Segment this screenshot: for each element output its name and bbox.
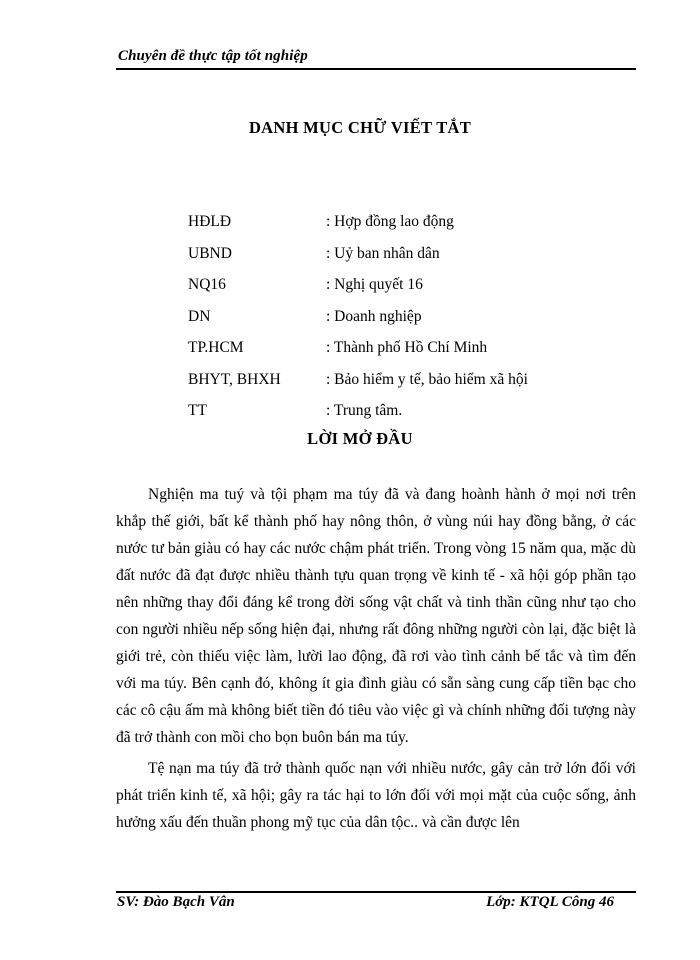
abbreviation-definition: : Doanh nghiệp [326,307,422,325]
abbreviations-list [188,212,608,433]
abbreviation-code: TP.HCM [188,339,244,356]
abbreviation-code: BHYT, BHXH [188,370,281,388]
abbreviation-row [188,275,608,307]
abbreviation-code: HĐLĐ [188,213,232,230]
abbreviation-row [188,338,608,370]
intro-body [116,481,636,840]
abbreviation-row [188,244,608,276]
abbreviation-definition: : Nghị quyết 16 [326,276,423,293]
abbreviation-row [188,212,608,244]
abbreviation-definition: : Trung tâm. [326,402,403,419]
abbreviation-code: NQ16 [188,276,226,293]
header-divider [116,68,636,70]
abbreviation-row [188,370,608,402]
abbreviation-code: TT [188,402,207,419]
abbreviations-title: DANH MỤC CHỮ VIẾT TẮT [248,118,472,137]
footer-student: SV: Đào Bạch Vân [117,894,235,910]
abbreviation-definition: : Uỷ ban nhân dân [326,244,440,262]
intro-title: LỜI MỞ ĐẦU [307,429,413,448]
abbreviation-code: UBND [188,244,232,262]
header-title: Chuyên đề thực tập tốt nghiệp [118,48,308,64]
footer-class: Lớp: KTQL Công 46 [486,894,614,910]
intro-paragraph: Nghiện ma tuý và tội phạm ma túy đã và đang hoành hành ở mọi nơi trên khắp thế giới, bất kể thành phố hay nông thôn, ở vùng núi hay đồng bằng, ở các nước tư bản giàu có hay các nước chậm phát triển. Trong vòng 15 năm qua, mặc dù đất nước đã đạt được nhiều thành tựu quan trọng về kinh tế - xã hội góp phần tạo nên những thay đổi đáng kể trong đời sống vật chất và tinh thần cũng như tạo cho con người nhiều nếp sống hiện đại, nhưng rất đông những người còn lại, đặc biệt là giới trẻ, còn thiếu việc làm, lười lao động, đã rơi vào tình cảnh bế tắc và tìm đến với ma túy. Bên cạnh đó, không ít gia đình giàu có sẵn sàng cung cấp tiền bạc cho các cô cậu ấm mà không biết tiền đó tiêu vào việc gì và chính những đối tượng này đã trở thành con mồi cho bọn buôn bán ma túy. [116,486,636,746]
footer-divider [116,891,636,893]
abbreviation-row [188,401,608,433]
abbreviation-row [188,307,608,339]
abbreviation-code: DN [188,307,211,325]
abbreviation-definition: : Bảo hiểm y tế, bảo hiểm xã hội [326,370,528,388]
abbreviation-definition: : Thành phố Hồ Chí Minh [326,339,488,356]
abbreviation-definition: : Hợp đồng lao động [326,213,454,230]
intro-paragraph: Tệ nạn ma túy đã trở thành quốc nạn với nhiều nước, gây cản trở lớn đối với phát triển kinh tế, xã hội; gây ra tác hại to lớn đối với mọi mặt của cuộc sống, ảnh hưởng xấu đến thuần phong mỹ tục của dân tộc.. và cần được lên [116,760,636,831]
